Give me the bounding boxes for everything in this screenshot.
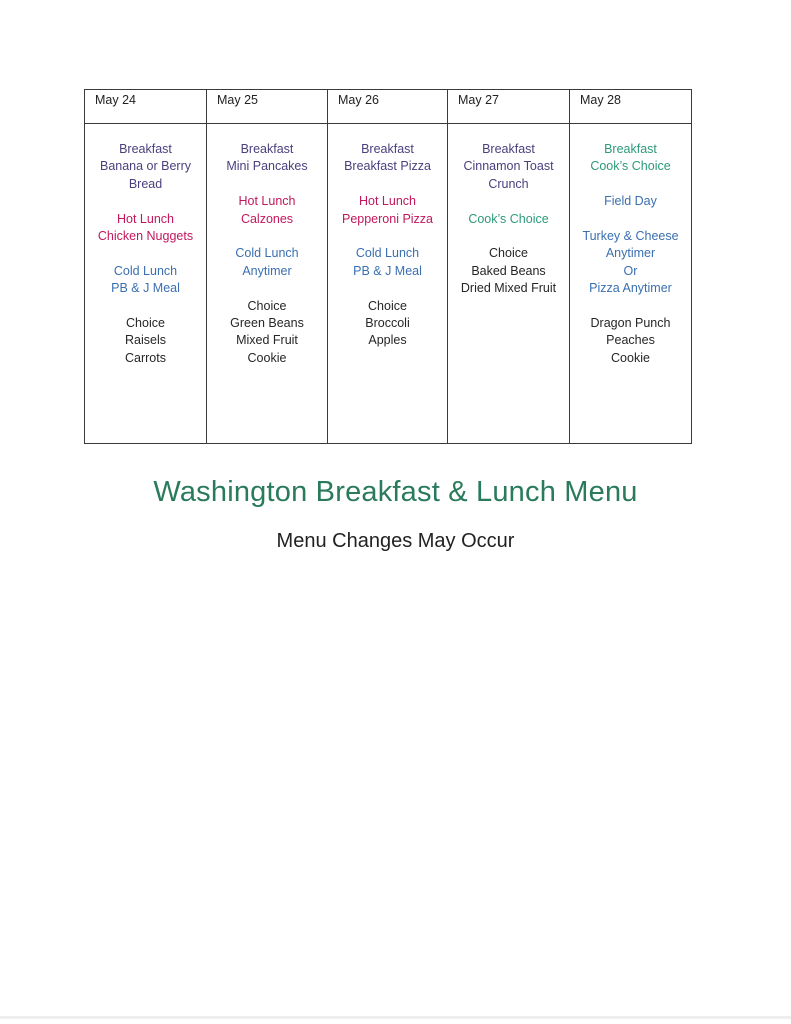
cold-lunch-heading: Cold Lunch	[355, 246, 420, 261]
sides-heading: Choice	[368, 298, 407, 313]
hot-lunch-item: Chicken Nuggets	[97, 229, 194, 244]
field-day-label: Field Day	[604, 194, 657, 209]
menu-table	[84, 89, 692, 444]
side-item: Carrots	[125, 350, 166, 365]
side-item: Mixed Fruit	[236, 333, 298, 348]
date-header-row	[85, 90, 692, 124]
date-header-may-28: May 28	[570, 90, 692, 124]
hot-lunch-heading: Hot Lunch	[117, 211, 174, 226]
breakfast-heading: Breakfast	[482, 142, 535, 156]
date-header-may-25: May 25	[207, 90, 328, 124]
cold-lunch-item: PB & J Meal	[111, 281, 180, 296]
page-subtitle: Menu Changes May Occur	[276, 530, 515, 552]
breakfast-heading: Breakfast	[240, 142, 294, 156]
cold-lunch-item: Pizza Anytimer	[589, 281, 672, 296]
breakfast-item: Mini Pancakes	[226, 159, 308, 174]
cold-lunch-item: Anytimer	[605, 246, 656, 261]
hot-lunch-item: Pepperoni Pizza	[341, 211, 434, 226]
side-item: Raisels	[125, 333, 166, 348]
breakfast-item: Cook’s Choice	[590, 159, 671, 174]
scan-edge-divider	[0, 1016, 791, 1019]
breakfast-item: Bread	[128, 176, 163, 191]
day-cell-may-27	[448, 124, 570, 444]
breakfast-item: Banana or Berry	[99, 159, 192, 174]
breakfast-heading: Breakfast	[604, 142, 657, 156]
side-item: Broccoli	[365, 316, 410, 331]
page-title: Washington Breakfast & Lunch Menu	[153, 476, 638, 508]
breakfast-heading: Breakfast	[119, 142, 172, 156]
side-item: Peaches	[606, 333, 655, 348]
side-item: Dragon Punch	[590, 316, 671, 331]
cold-lunch-item: Turkey & Cheese	[582, 229, 679, 243]
cold-lunch-item: PB & J Meal	[353, 263, 422, 278]
side-item: Green Beans	[230, 316, 304, 331]
day-cell-may-24	[85, 124, 207, 444]
sides-heading: Choice	[126, 316, 165, 331]
date-header-may-27: May 27	[448, 90, 570, 124]
breakfast-item: Breakfast Pizza	[344, 159, 431, 174]
cold-lunch-heading: Cold Lunch	[113, 263, 178, 278]
hot-lunch-heading: Hot Lunch	[238, 194, 296, 209]
cooks-choice-item: Cook’s Choice	[468, 211, 549, 226]
date-header-may-24: May 24	[85, 90, 207, 124]
hot-lunch-item: Calzones	[240, 211, 294, 226]
sides-heading: Choice	[247, 298, 287, 313]
breakfast-item: Crunch	[488, 176, 529, 191]
day-cell-may-26	[328, 124, 448, 444]
sides-heading: Choice	[489, 246, 528, 261]
day-cell-may-28	[570, 124, 692, 444]
cold-lunch-heading: Cold Lunch	[235, 246, 299, 261]
side-item: Apples	[368, 333, 407, 348]
cold-lunch-item: Anytimer	[242, 263, 292, 278]
side-item: Cookie	[247, 350, 287, 365]
side-item: Cookie	[611, 350, 650, 365]
cold-lunch-item: Or	[623, 263, 638, 278]
breakfast-item: Cinnamon Toast	[463, 159, 554, 174]
breakfast-heading: Breakfast	[361, 142, 414, 156]
date-header-may-26: May 26	[328, 90, 448, 124]
side-item: Dried Mixed Fruit	[460, 281, 557, 296]
hot-lunch-heading: Hot Lunch	[359, 194, 416, 209]
side-item: Baked Beans	[471, 263, 546, 278]
day-cell-may-25	[207, 124, 328, 444]
menu-row	[85, 124, 692, 444]
